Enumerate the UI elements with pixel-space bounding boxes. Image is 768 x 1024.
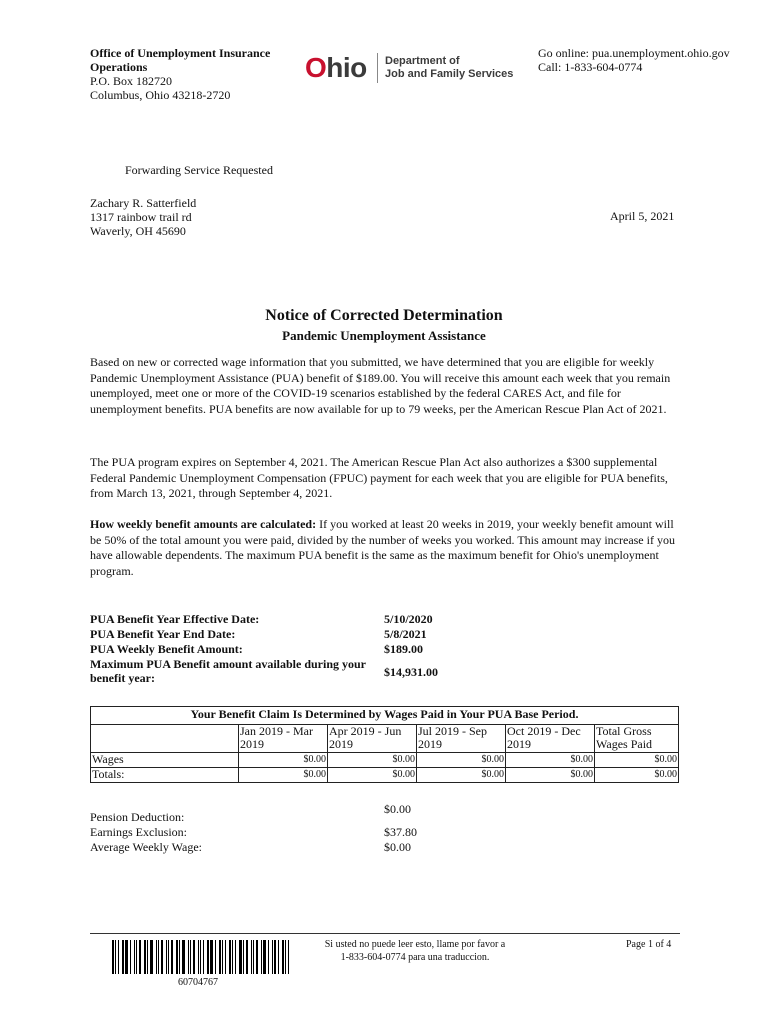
ohio-jfs-logo: [305, 51, 520, 91]
barcode-bar: [182, 940, 185, 974]
barcode-bar: [219, 940, 221, 974]
barcode-bar: [282, 940, 284, 974]
barcode-bar: [285, 940, 286, 974]
calculation-heading: How weekly benefit amounts are calculated:: [90, 517, 317, 531]
barcode-bar: [136, 940, 137, 974]
logo-department: Department of Job and Family Services: [385, 55, 514, 80]
deduction-row: [90, 840, 510, 855]
barcode-bar: [176, 940, 178, 974]
barcode-bar: [251, 940, 252, 974]
barcode-bar: [232, 940, 233, 974]
barcode-bar: [118, 940, 119, 974]
table-cell: $0.00: [417, 768, 506, 783]
summary-label: PUA Weekly Benefit Amount:: [90, 642, 243, 656]
barcode-bar: [288, 940, 289, 974]
table-row: [91, 768, 679, 783]
translation-notice: Si usted no puede leer esto, llame por favor a 1-833-604-0774 para una traduccion.: [324, 939, 506, 963]
barcode-bar: [161, 940, 163, 974]
summary-row: [90, 612, 490, 627]
logo-divider: [377, 53, 378, 83]
barcode-bar: [190, 940, 191, 974]
phone-number: Call: 1-833-604-0774: [538, 60, 643, 74]
summary-label: PUA Benefit Year Effective Date:: [90, 612, 260, 626]
sender-city: Columbus, Ohio 43218-2720: [90, 88, 231, 102]
barcode-bar: [179, 940, 180, 974]
barcode-bar: [272, 940, 273, 974]
column-header: Apr 2019 - Jun 2019: [328, 725, 417, 753]
barcode-bar: [210, 940, 213, 974]
barcode-bar: [229, 940, 231, 974]
table-cell: $0.00: [506, 753, 595, 768]
footer-rule: [90, 933, 680, 934]
barcode-bar: [147, 940, 148, 974]
barcode-bar: [246, 940, 248, 974]
page-number: Page 1 of 4: [626, 939, 672, 950]
barcode-bar: [156, 940, 157, 974]
barcode-bar: [150, 940, 153, 974]
calculation-text: If you worked at least 20 weeks in 2019, your weekly benefit amount will be 50% of the total amount you were paid, divided by the number of weeks you worked. This amount may increase if you have allowable dependents. The maximum PUA benefit is the same as the maximum benefit for Ohio's unemployment program.: [90, 517, 675, 578]
deduction-value: $0.00: [384, 840, 411, 854]
row-label: Totals:: [91, 768, 239, 783]
barcode-bar: [115, 940, 116, 974]
barcode-bar: [222, 940, 223, 974]
sender-pobox: P.O. Box 182720: [90, 74, 173, 88]
deduction-label: Earnings Exclusion:: [90, 825, 187, 839]
barcode-bar: [256, 940, 258, 974]
barcode-bar: [215, 940, 216, 974]
table-cell: $0.00: [239, 768, 328, 783]
barcode: [112, 940, 297, 974]
table-cell: $0.00: [595, 753, 679, 768]
deductions: [90, 802, 510, 855]
wages-table-header: [91, 725, 679, 753]
barcode-bar: [125, 940, 128, 974]
summary-value: $14,931.00: [384, 665, 438, 679]
summary-label: Maximum PUA Benefit amount available during your benefit year:: [90, 657, 366, 685]
deduction-value: $0.00: [384, 802, 411, 816]
barcode-bar: [203, 940, 204, 974]
table-cell: $0.00: [328, 753, 417, 768]
contact-info: [538, 46, 758, 74]
barcode-bar: [198, 940, 199, 974]
barcode-bar: [225, 940, 226, 974]
barcode-bar: [171, 940, 173, 974]
barcode-bar: [239, 940, 242, 974]
table-cell: $0.00: [595, 768, 679, 783]
recipient-street: 1317 rainbow trail rd: [90, 210, 192, 224]
deduction-row: [90, 802, 510, 824]
letter-date: April 5, 2021: [610, 209, 675, 223]
paragraph-calculation: [90, 517, 680, 579]
barcode-bar: [253, 940, 254, 974]
notice-subtitle: Pandemic Unemployment Assistance: [282, 328, 486, 343]
table-cell: $0.00: [239, 753, 328, 768]
sender-office: Office of Unemployment Insurance: [90, 46, 271, 60]
barcode-bar: [268, 940, 269, 974]
paragraph-eligibility: Based on new or corrected wage information that you submitted, we have determined that you are eligible for weekly Pandemic Unemployment Assistance (PUA) benefit of $189.00. You will receive this amount each week that you remain unemployed, meet one or more of the COVID-19 scenarios established by the federal CARES Act, and file for unemployment benefits. PUA benefits are now available for up to 79 weeks, per the American Rescue Plan Act of 2021.: [90, 355, 671, 416]
summary-value: 5/10/2020: [384, 612, 433, 626]
table-cell: $0.00: [417, 753, 506, 768]
barcode-bar: [166, 940, 167, 974]
barcode-bar: [263, 940, 266, 974]
column-header: Oct 2019 - Dec 2019: [506, 725, 595, 753]
barcode-bar: [130, 940, 131, 974]
barcode-bar: [243, 940, 244, 974]
sender-office-line2: Operations: [90, 60, 148, 74]
column-header: Jan 2019 - Mar 2019: [239, 725, 328, 753]
deduction-row: [90, 825, 510, 840]
summary-row: [90, 627, 490, 642]
table-cell: $0.00: [328, 768, 417, 783]
barcode-bar: [168, 940, 169, 974]
barcode-bar: [235, 940, 236, 974]
notice-title: Notice of Corrected Determination: [265, 307, 503, 324]
barcode-bar: [278, 940, 279, 974]
summary-label: PUA Benefit Year End Date:: [90, 627, 236, 641]
barcode-bar: [158, 940, 159, 974]
barcode-bar: [112, 940, 114, 974]
barcode-bar: [261, 940, 262, 974]
barcode-bar: [139, 940, 141, 974]
recipient-name: Zachary R. Satterfield: [90, 196, 197, 210]
barcode-bar: [207, 940, 209, 974]
barcode-number: 60704767: [178, 977, 218, 988]
sender-address: [90, 46, 290, 102]
barcode-bar: [144, 940, 146, 974]
barcode-bar: [193, 940, 195, 974]
summary-value: $189.00: [384, 642, 423, 656]
online-url: Go online: pua.unemployment.ohio.gov: [538, 46, 730, 60]
table-row: [91, 753, 679, 768]
header-blank: [91, 725, 239, 753]
column-header: Total Gross Wages Paid: [595, 725, 679, 753]
paragraph-expiration: The PUA program expires on September 4, 2021. The American Rescue Plan Act also authorizes a $300 supplemental Federal Pandemic Unemployment Compensation (FPUC) payment for each week that you are eligible for PUA benefits, from March 13, 2021, through September 4, 2021.: [90, 455, 668, 500]
summary-value: 5/8/2021: [384, 627, 427, 641]
barcode-bar: [122, 940, 124, 974]
summary-row: [90, 642, 490, 657]
row-label: Wages: [91, 753, 239, 768]
benefit-summary: [90, 612, 490, 687]
table-cell: $0.00: [506, 768, 595, 783]
column-header: Jul 2019 - Sep 2019: [417, 725, 506, 753]
wages-table-caption: Your Benefit Claim Is Determined by Wages Paid in Your PUA Base Period.: [91, 707, 679, 725]
forwarding-notice: Forwarding Service Requested: [125, 163, 273, 177]
barcode-bar: [134, 940, 135, 974]
summary-row: [90, 657, 490, 687]
recipient-city: Waverly, OH 45690: [90, 224, 186, 238]
ohio-wordmark: Ohio: [305, 52, 367, 83]
deduction-value: $37.80: [384, 825, 417, 839]
deduction-label: Pension Deduction:: [90, 810, 185, 824]
barcode-bar: [200, 940, 201, 974]
recipient-address: [90, 196, 196, 238]
deduction-label: Average Weekly Wage:: [90, 840, 203, 854]
barcode-bar: [274, 940, 276, 974]
wages-table: [90, 706, 679, 783]
barcode-bar: [188, 940, 189, 974]
